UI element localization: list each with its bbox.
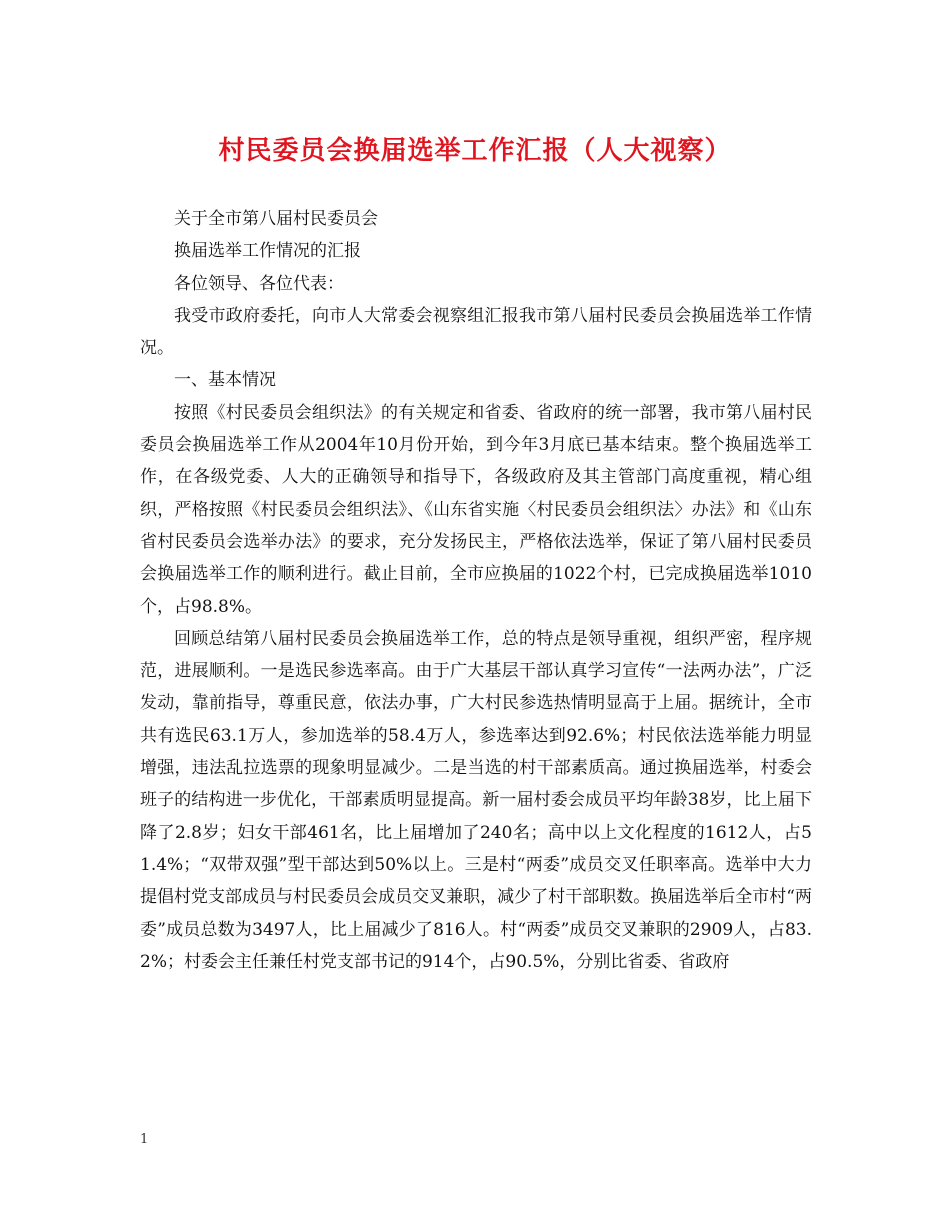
- paragraph-intro: 我受市政府委托，向市人大常委会视察组汇报我市第八届村民委员会换届选举工作情况。: [140, 305, 812, 359]
- paragraph-review: 回顾总结第八届村民委员会换届选举工作，总的特点是领导重视，组织严密，程序规范，进展顺利。一是选民参选率高。由于广大基层干部认真学习宣传“一法两办法”，广泛发动，靠前指导，尊重民意，依法办事，广大村民参选热情明显高于上届。据统计，全市共有选民63.1万人，参加选举的58.4万人，参选率达到92.6%；村民依法选举能力明显增强，违法乱拉选票的现象明显减少。二是当选的村干部素质高。通过换届选举，村委会班子的结构进一步优化，干部素质明显提高。新一届村委会成员平均年龄38岁，比上届下降了2.8岁；妇女干部461名，比上届增加了240名；高中以上文化程度的1612人，占51.4%；“双带双强”型干部达到50%以上。三是村“两委”成员交叉任职率高。选举中大力提倡村党支部成员与村民委员会成员交叉兼职，减少了村干部职数。换届选举后全市村“两委”成员总数为3497人，比上届减少了816人。村“两委”成员交叉兼职的2909人，占83.2%；村委会主任兼任村党支部书记的914个，占90.5%，分别比省委、省政府: [140, 628, 812, 972]
- section-heading-basic: 一、基本情况: [174, 370, 276, 391]
- paragraph-heading-line-2: 换届选举工作情况的汇报: [174, 241, 361, 262]
- page-number: 1: [140, 1132, 149, 1147]
- paragraph-basic-situation: 按照《村民委员会组织法》的有关规定和省委、省政府的统一部署，我市第八届村民委员会换届选举工作从2004年10月份开始，到今年3月底已基本结束。整个换届选举工作，在各级党委、人大的正确领导和指导下，各级政府及其主管部门高度重视，精心组织，严格按照《村民委员会组织法》、《山东省实施〈村民委员会组织法〉办法》和《山东省村民委员会选举办法》的要求，充分发扬民主，严格依法选举，保证了第八届村民委员会换届选举工作的顺利进行。截止目前，全市应换届的1022个村，已完成换届选举1010个，占98.8%。: [140, 402, 812, 617]
- document-title: 村民委员会换届选举工作汇报（人大视察）: [218, 136, 732, 166]
- paragraph-salutation: 各位领导、各位代表：: [174, 273, 344, 294]
- document-body: [140, 203, 812, 978]
- paragraph-heading-line-1: 关于全市第八届村民委员会: [174, 209, 378, 229]
